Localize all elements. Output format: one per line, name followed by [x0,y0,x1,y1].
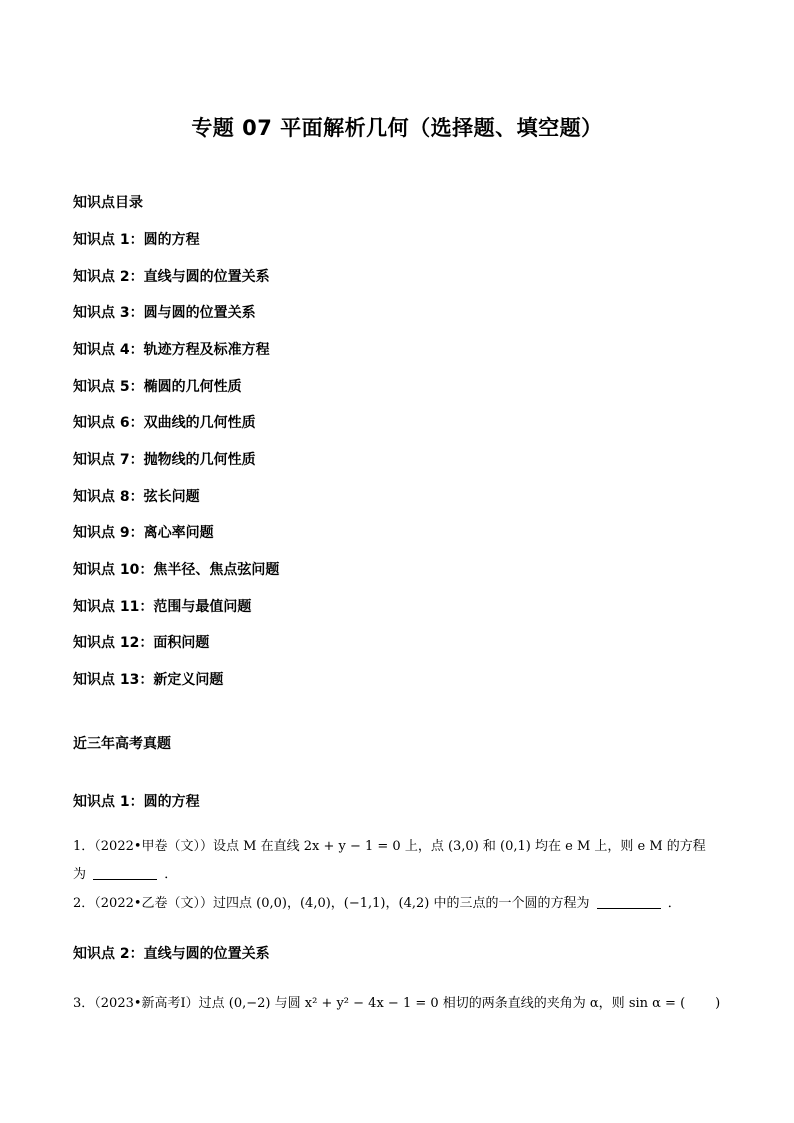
question-1-suffix: ． [164,867,178,882]
answer-blank-2[interactable] [597,894,661,909]
toc-item-7: 知识点 7：抛物线的几何性质 [73,452,256,468]
toc-item-8: 知识点 8：弦长问题 [73,489,200,505]
toc-item-11: 知识点 11：范围与最值问题 [73,599,252,615]
kp2-heading: 知识点 2：直线与圆的位置关系 [73,946,270,962]
toc-heading: 知识点目录 [73,195,143,211]
toc-item-9: 知识点 9：离心率问题 [73,525,214,541]
toc-item-5: 知识点 5：椭圆的几何性质 [73,379,242,395]
question-1 [73,833,728,889]
toc-item-13: 知识点 13：新定义问题 [73,672,224,688]
toc-item-3: 知识点 3：圆与圆的位置关系 [73,305,256,321]
page-title: 专题 07 平面解析几何（选择题、填空题） [191,116,603,140]
question-2-text: 2．（2022•乙卷（文））过四点 (0,0)，(4,0)，(−1,1)，(4,2) 中的三点的一个圆的方程为 [73,896,590,911]
question-1-prefix: 为 [73,867,87,882]
question-2 [73,890,728,918]
toc-item-10: 知识点 10：焦半径、焦点弦问题 [73,562,280,578]
question-1-line2 [73,861,728,889]
kp1-heading: 知识点 1：圆的方程 [73,794,200,810]
question-2-suffix: ． [667,896,681,911]
question-3-text: 3．（2023•新高考Ⅰ）过点 (0,−2) 与圆 x² + y² − 4x − 1 = 0 相切的两条直线的夹角为 α，则 sin α = ( [73,996,686,1011]
toc-item-2: 知识点 2：直线与圆的位置关系 [73,269,270,285]
toc-item-6: 知识点 6：双曲线的几何性质 [73,415,256,431]
question-1-line1: 1．（2022•甲卷（文））设点 M 在直线 2x + y − 1 = 0 上，点 (3,0) 和 (0,1) 均在 e M 上，则 e M 的方程 [73,839,706,854]
toc-item-4: 知识点 4：轨迹方程及标准方程 [73,342,270,358]
toc-item-12: 知识点 12：面积问题 [73,635,210,651]
answer-blank-1[interactable] [93,865,157,880]
toc-item-1: 知识点 1：圆的方程 [73,232,200,248]
question-3-suffix: ) [715,996,721,1011]
question-3 [73,990,728,1018]
section-heading: 近三年高考真题 [73,736,171,752]
